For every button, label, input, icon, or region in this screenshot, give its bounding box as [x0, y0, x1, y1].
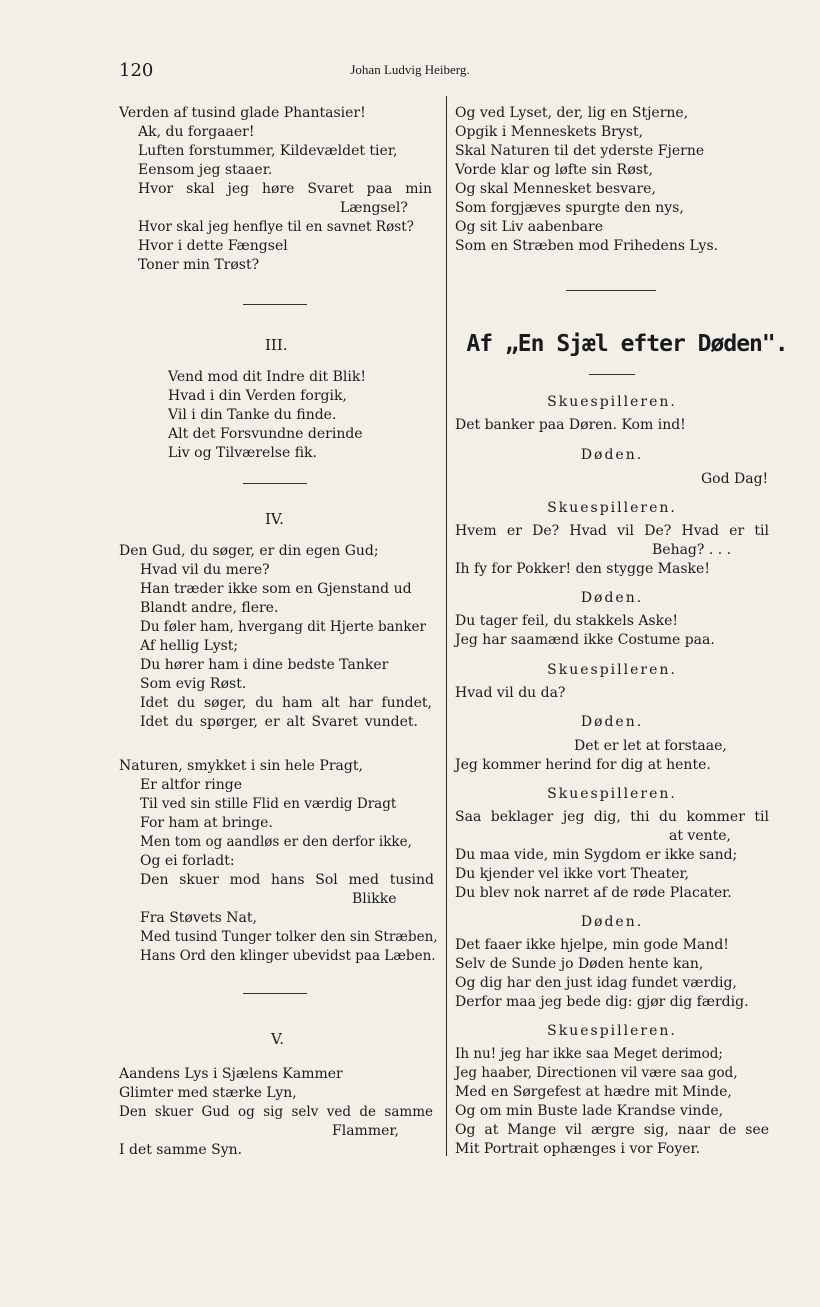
- speaker-label: Skuespilleren.: [547, 786, 677, 802]
- dialogue-line: Og dig har den just idag fundet værdig,: [455, 975, 737, 991]
- poem-line: Du hører ham i dine bedste Tanker: [140, 657, 389, 673]
- poem-line: Du føler ham, hvergang dit Hjerte banker: [140, 619, 426, 635]
- dialogue-line: Ih fy for Pokker! den stygge Maske!: [455, 561, 710, 577]
- poem-line: Fra Støvets Nat,: [140, 910, 257, 926]
- speaker-label: Skuespilleren.: [547, 500, 677, 516]
- poem-line: Som forgjæves spurgte den nys,: [455, 200, 684, 216]
- poem-line: Hans Ord den klinger ubevidst paa Læben.: [140, 948, 436, 964]
- poem-line: Vil i din Tanke du finde.: [168, 407, 337, 423]
- dialogue-line: Og at Mange vil ærgre sig, naar de see: [455, 1122, 769, 1138]
- poem-line: Og sit Liv aabenbare: [455, 219, 604, 235]
- poem-line: Hvor skal jeg høre Svaret paa min: [138, 181, 432, 197]
- speaker-label: Døden.: [580, 447, 644, 463]
- poem-line: Til ved sin stille Flid en værdig Dragt: [140, 796, 397, 812]
- dialogue-line: Jeg har saamænd ikke Costume paa.: [455, 632, 715, 648]
- dialogue-line: Du maa vide, min Sygdom er ikke sand;: [455, 847, 738, 863]
- poem-line: Vorde klar og løfte sin Røst,: [455, 162, 654, 178]
- poem-line: Som evig Røst.: [140, 676, 247, 692]
- poem-line: Vend mod dit Indre dit Blik!: [168, 369, 366, 385]
- dialogue-line: Behag? . . .: [652, 542, 732, 558]
- poem-line: Eensom jeg staaer.: [138, 162, 273, 178]
- poem-line: Hvor skal jeg henflye til en savnet Røst?: [138, 219, 414, 235]
- poem-line: Verden af tusind glade Phantasier!: [119, 105, 366, 121]
- poem-line: Idet du spørger, er alt Svaret vundet.: [140, 714, 418, 730]
- dialogue-line: Du kjender vel ikke vort Theater,: [455, 866, 690, 882]
- poem-line: Og ei forladt:: [140, 853, 235, 869]
- speaker-label: Skuespilleren.: [547, 1023, 677, 1039]
- poem-line: Flammer,: [332, 1123, 399, 1139]
- poem-line: Men tom og aandløs er den derfor ikke,: [140, 834, 412, 850]
- poem-line: Den Gud, du søger, er din egen Gud;: [119, 543, 379, 559]
- poem-line: Opgik i Menneskets Bryst,: [455, 124, 644, 140]
- poem-line: Længsel?: [340, 200, 408, 216]
- poem-line: Aandens Lys i Sjælens Kammer: [119, 1066, 343, 1082]
- section-rule: [566, 290, 656, 291]
- poem-line: Med tusind Tunger tolker den sin Stræben,: [140, 929, 438, 945]
- dialogue-line: Og om min Buste lade Krandse vinde,: [455, 1103, 724, 1119]
- poem-line: Af hellig Lyst;: [140, 638, 239, 654]
- poem-line: Og ved Lyset, der, lig en Stjerne,: [455, 105, 689, 121]
- section-number: V.: [271, 1030, 284, 1048]
- dialogue-line: at vente,: [669, 828, 731, 844]
- section-rule: [243, 993, 307, 994]
- poem-line: Alt det Forsvundne derinde: [168, 426, 363, 442]
- poem-line: Blikke: [352, 891, 397, 907]
- poem-line: Han træder ikke som en Gjenstand ud: [140, 581, 412, 597]
- poem-line: Luften forstummer, Kildevældet tier,: [138, 143, 398, 159]
- poem-line: Blandt andre, flere.: [140, 600, 279, 616]
- dialogue-line: Det faaer ikke hjelpe, min gode Mand!: [455, 937, 729, 953]
- poem-line: Glimter med stærke Lyn,: [119, 1085, 297, 1101]
- poem-line: Den skuer mod hans Sol med tusind: [140, 872, 434, 888]
- dialogue-line: Det er let at forstaae,: [574, 738, 727, 754]
- dialogue-line: Det banker paa Døren. Kom ind!: [455, 417, 686, 433]
- dialogue-line: Ih nu! jeg har ikke saa Meget derimod;: [455, 1046, 723, 1062]
- poem-line: Og skal Mennesket besvare,: [455, 181, 656, 197]
- speaker-label: Døden.: [580, 714, 644, 730]
- dialogue-line: Derfor maa jeg bede dig: gjør dig færdig.: [455, 994, 749, 1010]
- section-number: III.: [265, 336, 288, 354]
- poem-line: Er altfor ringe: [140, 777, 242, 793]
- poem-line: Den skuer Gud og sig selv ved de samme: [119, 1104, 433, 1120]
- poem-line: Liv og Tilværelse fik.: [168, 445, 317, 461]
- section-rule: [243, 304, 307, 305]
- section-rule: [243, 483, 307, 484]
- page-number: 120: [119, 60, 154, 81]
- speaker-label: Døden.: [580, 590, 644, 606]
- dialogue-line: Saa beklager jeg dig, thi du kommer til: [455, 809, 769, 825]
- dialogue-line: Hvad vil du da?: [455, 685, 566, 701]
- dialogue-line: Du blev nok narret af de røde Placater.: [455, 885, 732, 901]
- dialogue-line: Selv de Sunde jo Døden hente kan,: [455, 956, 704, 972]
- dialogue-line: God Dag!: [701, 471, 769, 487]
- poem-line: Idet du søger, du ham alt har fundet,: [140, 695, 432, 711]
- poem-line: Som en Stræben mod Frihedens Lys.: [455, 238, 719, 254]
- column-divider: [446, 96, 447, 1156]
- speaker-label: Døden.: [580, 914, 644, 930]
- dialogue-line: Du tager feil, du stakkels Aske!: [455, 613, 679, 629]
- section-rule: [589, 374, 635, 375]
- dialogue-line: Jeg haaber, Directionen vil være saa god,: [455, 1065, 738, 1081]
- poem-line: Hvad vil du mere?: [140, 562, 270, 578]
- poem-line: Ak, du forgaaer!: [138, 124, 255, 140]
- dialogue-line: Mit Portrait ophænges i vor Foyer.: [455, 1141, 701, 1157]
- poem-line: Hvor i dette Fængsel: [138, 238, 288, 254]
- poem-line: I det samme Syn.: [119, 1142, 243, 1158]
- poem-line: For ham at bringe.: [140, 815, 273, 831]
- poem-line: Toner min Trøst?: [138, 257, 260, 273]
- poem-line: Hvad i din Verden forgik,: [168, 388, 347, 404]
- running-title: Johan Ludvig Heiberg.: [350, 62, 470, 77]
- poem-line: Naturen, smykket i sin hele Pragt,: [119, 758, 363, 774]
- section-number: IV.: [265, 510, 284, 528]
- dialogue-line: Med en Sørgefest at hædre mit Minde,: [455, 1084, 732, 1100]
- speaker-label: Skuespilleren.: [547, 662, 677, 678]
- section-heading: Af „En Sjæl efter Døden".: [466, 331, 788, 357]
- poem-line: Skal Naturen til det yderste Fjerne: [455, 143, 705, 159]
- speaker-label: Skuespilleren.: [547, 394, 677, 410]
- dialogue-line: Hvem er De? Hvad vil De? Hvad er til: [455, 523, 769, 539]
- dialogue-line: Jeg kommer herind for dig at hente.: [455, 757, 711, 773]
